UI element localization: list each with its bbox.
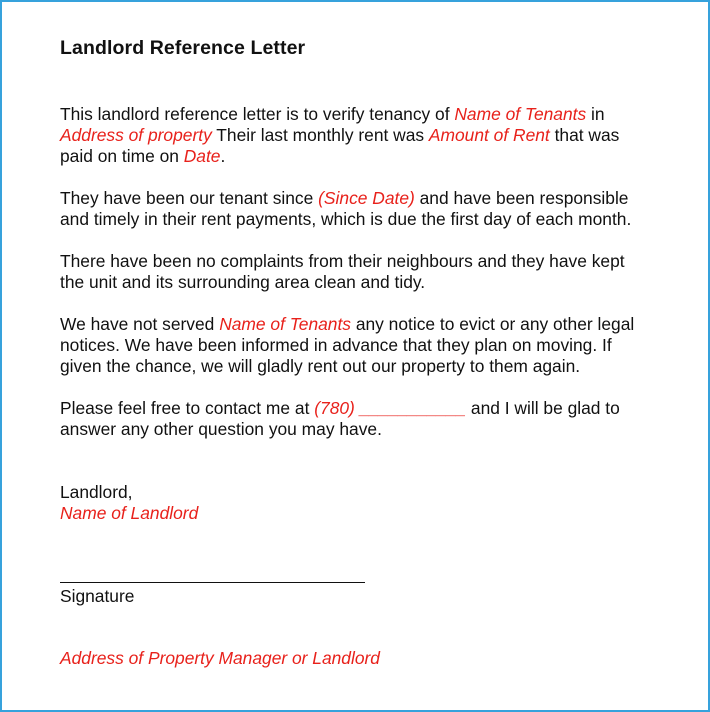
salutation: Landlord, [60, 482, 133, 502]
text: that was [549, 125, 620, 145]
line: answer any other question you may have. [60, 419, 382, 439]
paragraph-contact [60, 398, 700, 440]
placeholder-tenant-name: Name of Tenants [219, 314, 351, 334]
text: Their last monthly rent was [211, 125, 429, 145]
placeholder-area-code: (780) [314, 398, 355, 418]
placeholder-landlord-name: Name of Landlord [60, 503, 199, 523]
text: . [220, 146, 226, 166]
line [60, 314, 700, 335]
line [60, 146, 700, 167]
line: There have been no complaints from their neighbours and they have kept [60, 251, 625, 271]
placeholder-since-date: (Since Date) [318, 188, 415, 208]
letter-title: Landlord Reference Letter [60, 37, 306, 59]
line [60, 398, 700, 419]
signature-label: Signature [60, 586, 135, 606]
text: We have not served [60, 314, 220, 334]
paragraph-notices [60, 314, 700, 377]
paragraph-tenancy [60, 188, 700, 230]
placeholder-tenant-name: Name of Tenants [454, 104, 587, 124]
text: in [586, 104, 605, 124]
placeholder-date: Date [183, 146, 221, 166]
line [60, 188, 700, 209]
text: They have been our tenant since [60, 188, 319, 208]
line: notices. We have been informed in advance that they plan on moving. If [60, 335, 612, 355]
text: paid on time on [60, 146, 184, 166]
placeholder-rent-amount: Amount of Rent [428, 125, 550, 145]
paragraph-verification [60, 104, 700, 167]
placeholder-manager-address: Address of Property Manager or Landlord [60, 648, 380, 668]
line: the unit and its surrounding area clean and tidy. [60, 272, 426, 292]
text: any notice to evict or any other legal [350, 314, 635, 334]
line: given the chance, we will gladly rent out our property to them again. [60, 356, 581, 376]
text: This landlord reference letter is to verify tenancy of [60, 104, 455, 124]
line [60, 104, 700, 125]
line [60, 125, 700, 146]
signature-line [60, 582, 365, 583]
placeholder-property-address: Address of property [60, 125, 212, 145]
line: and timely in their rent payments, which is due the first day of each month. [60, 209, 632, 229]
phone-blank: ___________ [354, 398, 467, 418]
text: and I will be glad to [466, 398, 620, 418]
closing [60, 482, 700, 524]
text: and have been responsible [414, 188, 629, 208]
text: Please feel free to contact me at [60, 398, 315, 418]
paragraph-complaints [60, 251, 700, 293]
